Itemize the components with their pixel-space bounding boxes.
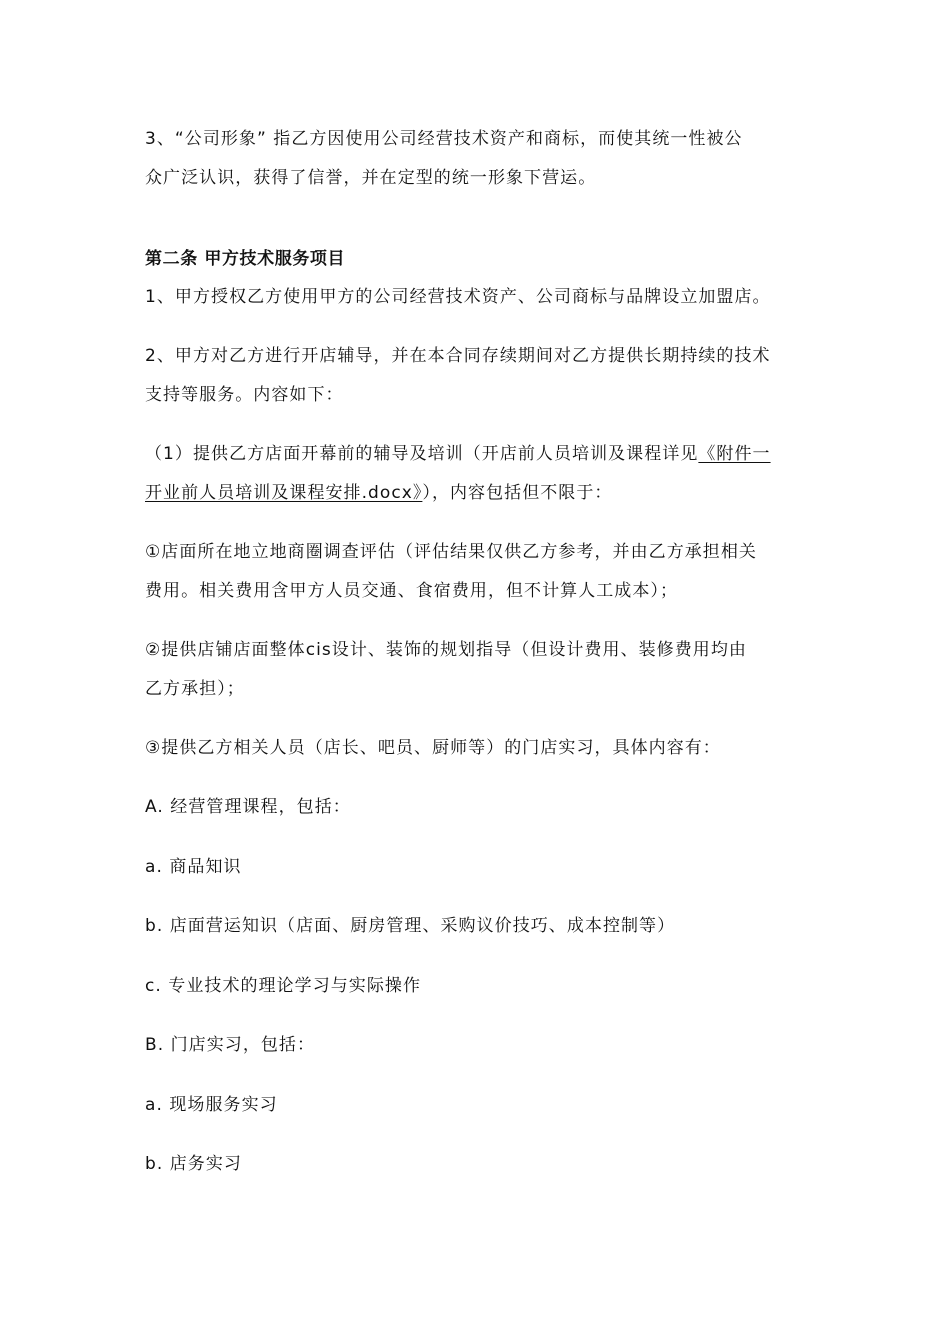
list-item-A-c: c. 专业技术的理论学习与实际操作 (145, 976, 422, 996)
section-2-item-1: 1、甲方授权乙方使用甲方的公司经营技术资产、公司商标与品牌设立加盟店。 (145, 287, 771, 307)
circle-item-1-line-1: ①店面所在地立地商圈调查评估（评估结果仅供乙方参考，并由乙方承担相关 (145, 542, 757, 562)
attachment-link-part-1[interactable]: 《附件一 (698, 444, 771, 464)
sub-item-1-text: （1）提供乙方店面开幕前的辅导及培训（开店前人员培训及课程详见 (145, 444, 699, 464)
sub-item-1-suffix: ），内容包括但不限于： (422, 483, 613, 503)
sub-item-1-line-2 (145, 481, 612, 505)
list-item-A-a: a. 商品知识 (145, 857, 242, 877)
paragraph-3-line-1: 3、“公司形象” 指乙方因使用公司经营技术资产和商标，而使其统一性被公 (145, 129, 743, 149)
circle-item-2-line-1: ②提供店铺店面整体cis设计、装饰的规划指导（但设计费用、装修费用均由 (145, 640, 747, 660)
circle-item-2-line-2: 乙方承担）； (145, 679, 245, 699)
section-2-heading: 第二条 甲方技术服务项目 (145, 249, 346, 269)
list-item-B-a: a. 现场服务实习 (145, 1095, 278, 1115)
circle-item-1-line-2: 费用。相关费用含甲方人员交通、食宿费用，但不计算人工成本）； (145, 581, 678, 601)
list-item-B-b: b. 店务实习 (145, 1154, 242, 1174)
section-2-item-2-line-1: 2、甲方对乙方进行开店辅导，并在本合同存续期间对乙方提供长期持续的技术 (145, 346, 771, 366)
list-item-B: B. 门店实习，包括： (145, 1035, 316, 1055)
attachment-link-part-2[interactable]: 开业前人员培训及课程安排.docx》 (145, 483, 423, 503)
list-item-A-b: b. 店面营运知识（店面、厨房管理、采购议价技巧、成本控制等） (145, 916, 676, 936)
section-2-item-2-line-2: 支持等服务。内容如下： (145, 385, 344, 405)
sub-item-1-line-1 (145, 442, 771, 466)
list-item-A: A. 经营管理课程，包括： (145, 797, 351, 817)
paragraph-3-line-2: 众广泛认识，获得了信誉，并在定型的统一形象下营运。 (145, 168, 597, 188)
circle-item-3: ③提供乙方相关人员（店长、吧员、厨师等）的门店实习，具体内容有： (145, 738, 721, 758)
